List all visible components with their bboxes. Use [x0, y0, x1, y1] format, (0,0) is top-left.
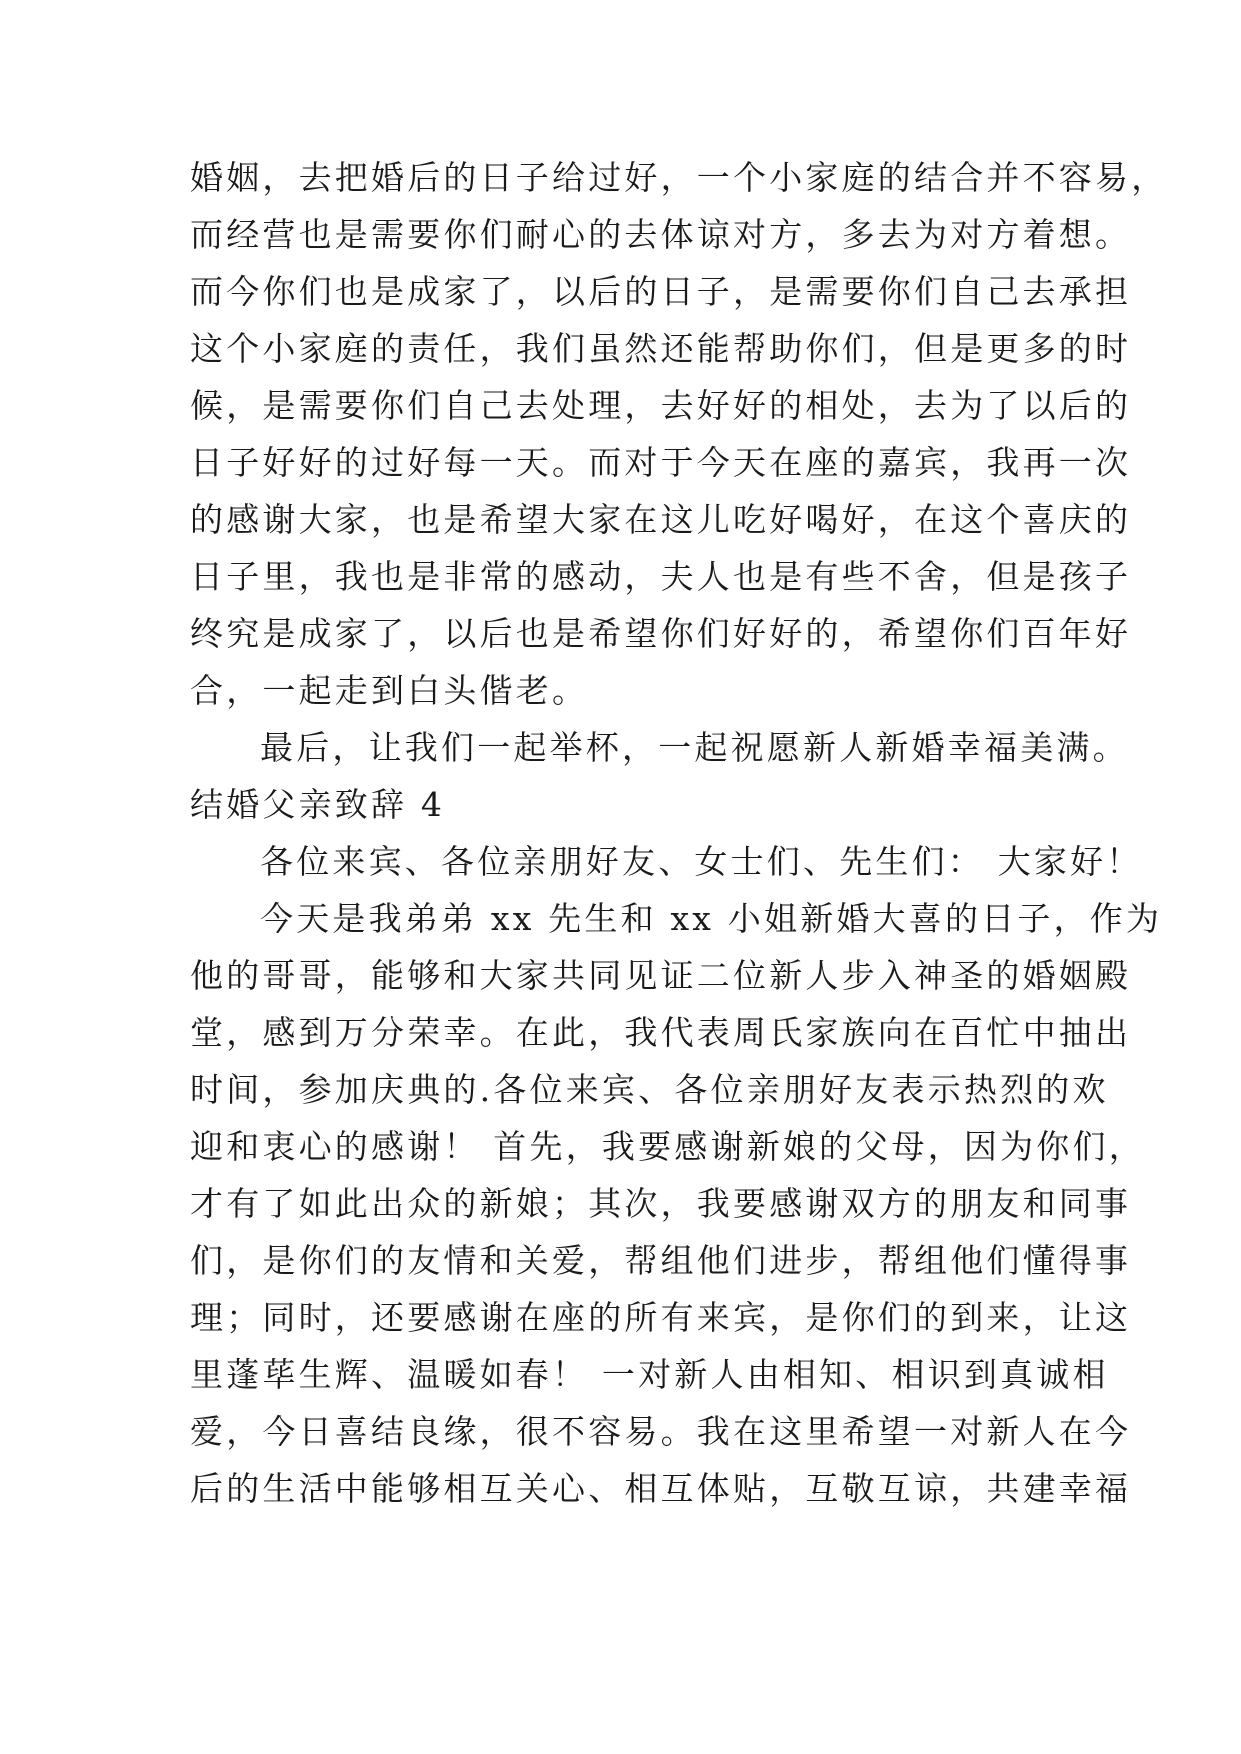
- text-line: 最后，让我们一起举杯，一起祝愿新人新婚幸福美满。: [260, 728, 1129, 767]
- text-line: 们，是你们的友情和关爱，帮组他们进步，帮组他们懂得事: [190, 1241, 1132, 1280]
- text-line: 而今你们也是成家了，以后的日子，是需要你们自己去承担: [190, 272, 1132, 311]
- text-line: 里蓬荜生辉、温暖如春！ 一对新人由相知、相识到真诚相: [190, 1355, 1109, 1394]
- text-line: 迎和衷心的感谢！ 首先，我要感谢新娘的父母，因为你们，: [190, 1127, 1145, 1166]
- text-line: 日子里，我也是非常的感动，夫人也是有些不舍，但是孩子: [190, 557, 1132, 596]
- text-line: 各位来宾、各位亲朋好友、女士们、先生们： 大家好！: [260, 842, 1143, 881]
- text-line: 今天是我弟弟 xx 先生和 xx 小姐新婚大喜的日子，作为: [260, 899, 1163, 938]
- text-line: 才有了如此出众的新娘；其次，我要感谢双方的朋友和同事: [190, 1184, 1132, 1223]
- text-line: 的感谢大家，也是希望大家在这儿吃好喝好，在这个喜庆的: [190, 500, 1132, 539]
- text-line: 爱，今日喜结良缘，很不容易。我在这里希望一对新人在今: [190, 1412, 1132, 1451]
- text-line: 婚姻，去把婚后的日子给过好，一个小家庭的结合并不容易，: [190, 158, 1168, 197]
- text-line: 终究是成家了，以后也是希望你们好好的，希望你们百年好: [190, 614, 1132, 653]
- section-heading: 结婚父亲致辞 4: [190, 785, 446, 824]
- text-line: 日子好好的过好每一天。而对于今天在座的嘉宾，我再一次: [190, 443, 1132, 482]
- text-line: 他的哥哥，能够和大家共同见证二位新人步入神圣的婚姻殿: [190, 956, 1132, 995]
- text-line: 候，是需要你们自己去处理，去好好的相处，去为了以后的: [190, 386, 1132, 425]
- text-line: 时间，参加庆典的.各位来宾、各位亲朋好友表示热烈的欢: [190, 1070, 1109, 1109]
- text-line: 合，一起走到白头偕老。: [190, 671, 589, 710]
- text-line: 后的生活中能够相互关心、相互体贴，互敬互谅，共建幸福: [190, 1469, 1132, 1508]
- text-line: 而经营也是需要你们耐心的去体谅对方，多去为对方着想。: [190, 215, 1132, 254]
- text-line: 堂，感到万分荣幸。在此，我代表周氏家族向在百忙中抽出: [190, 1013, 1132, 1052]
- text-line: 理；同时，还要感谢在座的所有来宾，是你们的到来，让这: [190, 1298, 1132, 1337]
- text-line: 这个小家庭的责任，我们虽然还能帮助你们，但是更多的时: [190, 329, 1132, 368]
